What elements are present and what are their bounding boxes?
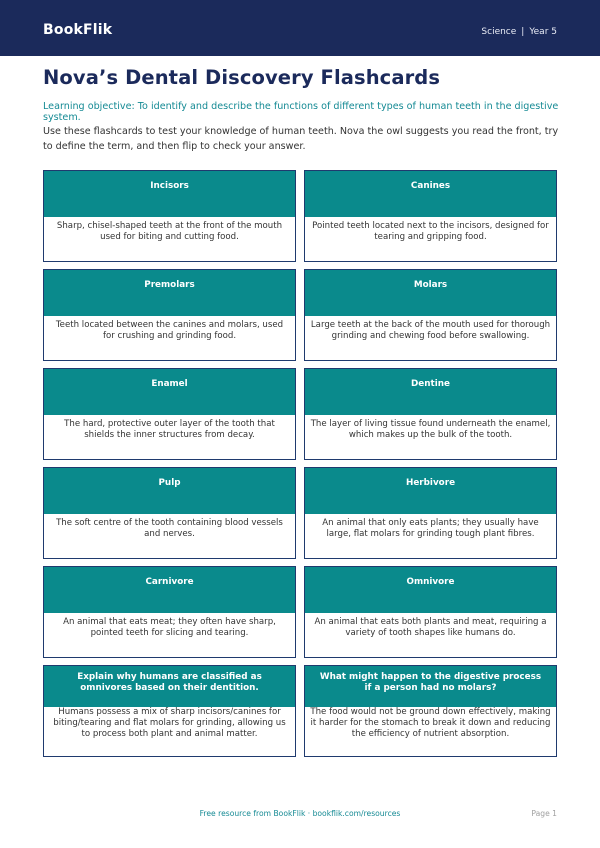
card-back: Teeth located between the canines and molars, used for crushing and grinding food.	[44, 316, 295, 360]
card-front: Enamel	[44, 369, 295, 415]
card-back: Pointed teeth located next to the incisors, designed for tearing and gripping food.	[305, 217, 556, 261]
card-back: The layer of living tissue found underneath the enamel, which makes up the bulk of the tooth.	[305, 415, 556, 459]
subject-label: Science	[481, 27, 517, 37]
meta-separator: |	[521, 27, 525, 37]
card-front: What might happen to the digestive process if a person had no molars?	[305, 666, 556, 712]
flashcard-enamel[interactable]	[43, 368, 296, 460]
flashcard-molars[interactable]	[304, 269, 557, 361]
card-front: Pulp	[44, 468, 295, 514]
card-front: Herbivore	[305, 468, 556, 514]
card-front: Molars	[305, 270, 556, 316]
card-back: The food would not be ground down effectively, making it harder for the stomach to break it down and reducing the efficiency of nutrient absorption.	[305, 707, 556, 756]
flashcard-omnivore[interactable]	[304, 566, 557, 658]
page-number: Page 1	[531, 809, 557, 818]
flashcard-pulp[interactable]	[43, 467, 296, 559]
footer-resource-link[interactable]: Free resource from BookFlik · bookflik.com/resources	[199, 809, 401, 818]
flashcard-question-omnivores[interactable]	[43, 665, 296, 757]
brand-logo[interactable]: BookFlik	[43, 22, 113, 38]
card-front: Carnivore	[44, 567, 295, 613]
flashcard-canines[interactable]	[304, 170, 557, 262]
card-front: Dentine	[305, 369, 556, 415]
flashcard-herbivore[interactable]	[304, 467, 557, 559]
card-back: An animal that eats meat; they often have sharp, pointed teeth for slicing and tearing.	[44, 613, 295, 657]
card-back: The soft centre of the tooth containing blood vessels and nerves.	[44, 514, 295, 558]
flashcard-carnivore[interactable]	[43, 566, 296, 658]
card-back: An animal that only eats plants; they usually have large, flat molars for grinding tough plant fibres.	[305, 514, 556, 558]
card-back: Large teeth at the back of the mouth used for thorough grinding and chewing food before swallowing.	[305, 316, 556, 360]
year-label: Year 5	[529, 27, 557, 37]
learning-objective: Learning objective: To identify and describe the functions of different types of human teeth in the digestive system.	[43, 101, 559, 123]
header-meta	[481, 27, 557, 37]
flashcard-dentine[interactable]	[304, 368, 557, 460]
flashcard-premolars[interactable]	[43, 269, 296, 361]
card-front: Premolars	[44, 270, 295, 316]
card-front: Explain why humans are classified as omnivores based on their dentition.	[44, 666, 295, 712]
card-front: Canines	[305, 171, 556, 217]
page-title: Nova’s Dental Discovery Flashcards	[43, 66, 441, 89]
flashcard-incisors[interactable]	[43, 170, 296, 262]
card-back: Sharp, chisel-shaped teeth at the front of the mouth used for biting and cutting food.	[44, 217, 295, 261]
header-bar	[0, 0, 600, 56]
card-back: Humans possess a mix of sharp incisors/canines for biting/tearing and flat molars for grinding, allowing us to process both plant and animal matter.	[44, 707, 295, 756]
card-back: The hard, protective outer layer of the tooth that shields the inner structures from decay.	[44, 415, 295, 459]
card-back: An animal that eats both plants and meat, requiring a variety of tooth shapes like humans do.	[305, 613, 556, 657]
flashcard-grid	[43, 170, 557, 757]
card-front: Incisors	[44, 171, 295, 217]
card-front: Omnivore	[305, 567, 556, 613]
intro-text: Use these flashcards to test your knowledge of human teeth. Nova the owl suggests you read the front, try to define the term, and then flip to check your answer.	[43, 126, 559, 152]
flashcard-question-molars[interactable]	[304, 665, 557, 757]
